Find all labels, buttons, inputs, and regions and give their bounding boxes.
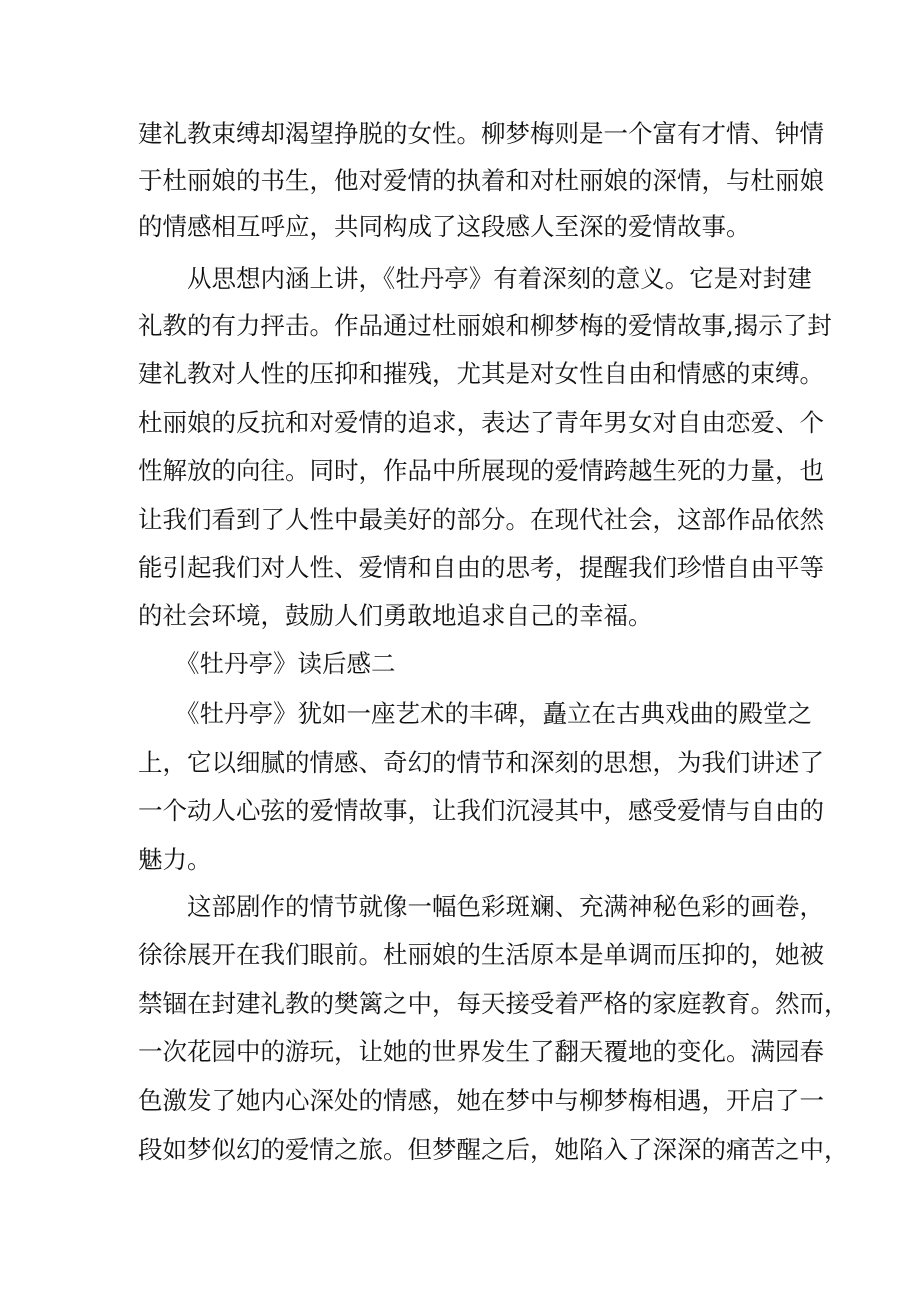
paragraph-first-line: 从思想内涵上讲，《牡丹亭》有着深刻的意义。它是对封建	[187, 264, 812, 293]
paragraph-first-line: 《牡丹亭》犹如一座艺术的丰碑，矗立在古典戏曲的殿堂之	[175, 699, 812, 728]
text-line: 性解放的向往。同时，作品中所展现的爱情跨越生死的力量，也	[138, 456, 824, 485]
text-line: 于杜丽娘的书生，他对爱情的执着和对杜丽娘的深情，与杜丽娘	[138, 166, 824, 195]
text-line: 建礼教对人性的压抑和摧残，尤其是对女性自由和情感的束缚。	[138, 359, 824, 388]
text-line: 一次花园中的游玩，让她的世界发生了翻天覆地的变化。满园春	[138, 1037, 824, 1066]
text-line: 的社会环境，鼓励人们勇敢地追求自己的幸福。	[138, 601, 653, 630]
text-line: 色激发了她内心深处的情感，她在梦中与柳梦梅相遇，开启了一	[138, 1086, 824, 1115]
text-line: 杜丽娘的反抗和对爱情的追求，表达了青年男女对自由恋爱、个	[138, 408, 824, 437]
text-line: 一个动人心弦的爱情故事，让我们沉浸其中，感受爱情与自由的	[138, 796, 824, 825]
text-line: 建礼教束缚却渴望挣脱的女性。柳梦梅则是一个富有才情、钟情	[138, 119, 824, 148]
text-line: 礼教的有力抨击。作品通过杜丽娘和柳梦梅的爱情故事,揭示了封	[138, 311, 832, 340]
text-line: 让我们看到了人性中最美好的部分。在现代社会，这部作品依然	[138, 505, 824, 534]
text-line: 魅力。	[138, 845, 212, 874]
text-line: 禁锢在封建礼教的樊篱之中，每天接受着严格的家庭教育。然而，	[138, 989, 849, 1018]
section-heading: 《牡丹亭》读后感二	[175, 649, 396, 678]
text-line: 的情感相互呼应，共同构成了这段感人至深的爱情故事。	[138, 212, 751, 241]
paragraph-first-line: 这部剧作的情节就像一幅色彩斑斓、充满神秘色彩的画卷，	[187, 892, 824, 921]
text-line: 段如梦似幻的爱情之旅。但梦醒之后，她陷入了深深的痛苦之中，	[138, 1135, 849, 1164]
text-line: 能引起我们对人性、爱情和自由的思考，提醒我们珍惜自由平等	[138, 553, 824, 582]
text-line: 徐徐展开在我们眼前。杜丽娘的生活原本是单调而压抑的，她被	[138, 940, 824, 969]
text-line: 上，它以细腻的情感、奇幻的情节和深刻的思想，为我们讲述了	[138, 748, 824, 777]
